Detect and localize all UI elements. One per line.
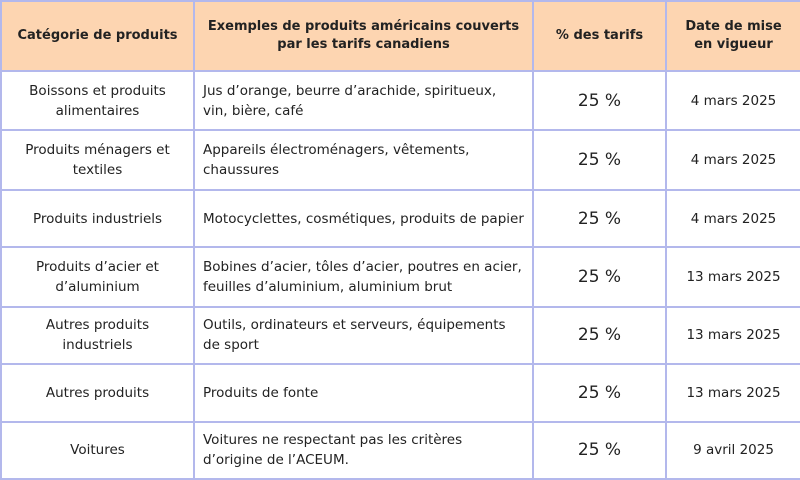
cell-examples: Appareils électroménagers, vêtements, chaussures	[194, 130, 533, 189]
cell-date: 4 mars 2025	[666, 130, 800, 189]
table-row	[1, 307, 800, 364]
cell-rate: 25 %	[533, 190, 666, 247]
table-row	[1, 190, 800, 247]
cell-category: Boissons et produits alimentaires	[1, 71, 194, 130]
cell-examples: Outils, ordinateurs et serveurs, équipements de sport	[194, 307, 533, 364]
cell-date: 13 mars 2025	[666, 247, 800, 306]
cell-rate: 25 %	[533, 364, 666, 421]
header-examples: Exemples de produits américains couverts par les tarifs canadiens	[194, 1, 533, 71]
cell-category: Voitures	[1, 422, 194, 479]
table-row	[1, 422, 800, 479]
cell-rate: 25 %	[533, 307, 666, 364]
cell-rate: 25 %	[533, 422, 666, 479]
table-row	[1, 130, 800, 189]
table-body	[1, 71, 800, 479]
header-date: Date de mise en vigueur	[666, 1, 800, 71]
header-category: Catégorie de produits	[1, 1, 194, 71]
cell-date: 13 mars 2025	[666, 307, 800, 364]
header-row	[1, 1, 800, 71]
cell-date: 13 mars 2025	[666, 364, 800, 421]
cell-examples: Voitures ne respectant pas les critères d’origine de l’ACEUM.	[194, 422, 533, 479]
table-row	[1, 364, 800, 421]
cell-category: Produits industriels	[1, 190, 194, 247]
cell-rate: 25 %	[533, 247, 666, 306]
cell-date: 4 mars 2025	[666, 71, 800, 130]
cell-examples: Bobines d’acier, tôles d’acier, poutres en acier, feuilles d’aluminium, aluminium brut	[194, 247, 533, 306]
table-header	[1, 1, 800, 71]
cell-date: 4 mars 2025	[666, 190, 800, 247]
table-row	[1, 71, 800, 130]
cell-date: 9 avril 2025	[666, 422, 800, 479]
header-rate: % des tarifs	[533, 1, 666, 71]
table-row	[1, 247, 800, 306]
cell-category: Autres produits	[1, 364, 194, 421]
cell-category: Produits ménagers et textiles	[1, 130, 194, 189]
cell-examples: Motocyclettes, cosmétiques, produits de papier	[194, 190, 533, 247]
cell-rate: 25 %	[533, 71, 666, 130]
cell-category: Autres produits industriels	[1, 307, 194, 364]
cell-category: Produits d’acier et d’aluminium	[1, 247, 194, 306]
cell-examples: Jus d’orange, beurre d’arachide, spiritueux, vin, bière, café	[194, 71, 533, 130]
cell-rate: 25 %	[533, 130, 666, 189]
cell-examples: Produits de fonte	[194, 364, 533, 421]
